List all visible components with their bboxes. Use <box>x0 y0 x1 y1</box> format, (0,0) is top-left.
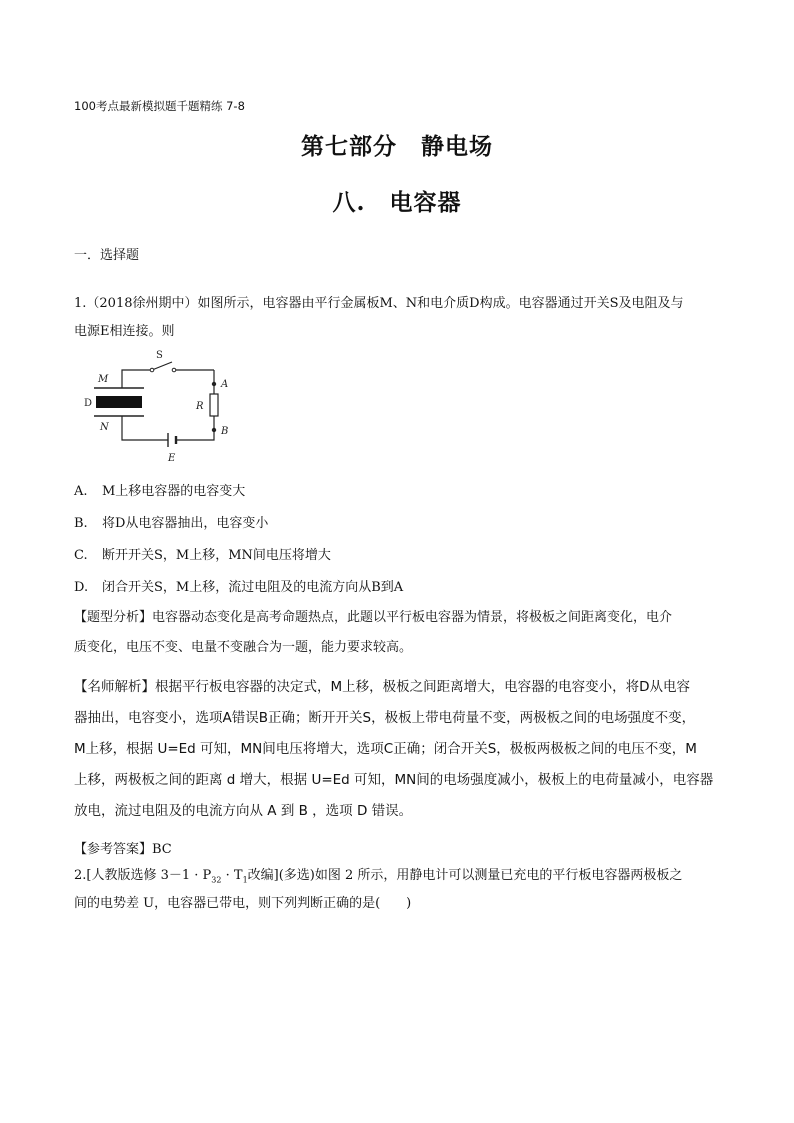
teacher-line4: 上移，两极板之间的距离 d 增大，根据 U=Ed 可知，MN间的电场强度减小，极板上的电荷量减小，电容器 <box>74 772 714 788</box>
option-text: M上移电容器的电容变大 <box>102 484 246 499</box>
q2-mid: · T <box>221 868 243 883</box>
switch-contact-right <box>172 368 176 372</box>
analysis-line1: 【题型分析】电容器动态变化是高考命题热点，此题以平行板电容器为情景，将极板之间距离变化，电介 <box>74 610 673 625</box>
label-n: N <box>100 422 109 433</box>
label-b: B <box>221 426 229 437</box>
teacher-line5: 放电，流过电阻及的电流方向从 A 到 B ，选项 D 错误。 <box>74 803 413 819</box>
label-s: S <box>156 350 163 361</box>
analysis-line2: 质变化，电压不变、电量不变融合为一题，能力要求较高。 <box>74 640 413 655</box>
series-header: 100考点最新模拟题千题精练 7-8 <box>74 99 245 113</box>
teacher-line3: M上移，根据 U=Ed 可知，MN间电压将增大，选项C正确；闭合开关S，极板两极板之间的电压不变，M <box>74 741 697 757</box>
bottom-left-wire <box>122 420 168 440</box>
label-e: E <box>168 453 176 464</box>
option-text: 将D从电容器抽出，电容变小 <box>102 516 269 531</box>
node-b <box>212 428 216 432</box>
section-heading: 一．选择题 <box>74 248 140 263</box>
q2-t-sub: 1 <box>242 875 248 885</box>
resistor <box>210 394 218 416</box>
option-label: B. <box>74 516 88 531</box>
circuit-diagram <box>84 348 244 466</box>
switch-blade <box>152 362 172 370</box>
switch-contact-left <box>150 368 154 372</box>
answer: 【参考答案】BC <box>74 842 172 857</box>
option-a <box>74 480 245 499</box>
q2-pre: 2.[人教版选修 3－1 · P <box>74 868 212 883</box>
q2-post: 改编](多选)如图 2 所示，用静电计可以测量已充电的平行板电容器两极板之 <box>247 868 683 883</box>
option-label: D. <box>74 580 89 595</box>
question2-stem-line1 <box>74 864 682 885</box>
dielectric-d <box>96 396 142 408</box>
teacher-line2: 器抽出，电容变小，选项A错误B正确；断开开关S，极板上带电荷量不变，两极板之间的电场强度不变， <box>74 710 696 726</box>
teacher-line1: 【名师解析】根据平行板电容器的决定式，M上移，极板之间距离增大，电容器的电容变小，将D从电容 <box>74 679 691 695</box>
chapter-title: 八. 电容器 <box>332 189 462 216</box>
label-a: A <box>221 379 229 390</box>
option-label: C. <box>74 548 88 563</box>
option-d <box>74 576 403 595</box>
top-left-wire <box>122 370 152 384</box>
bottom-right-wire <box>176 430 214 440</box>
option-c <box>74 544 331 563</box>
label-r: R <box>196 401 204 412</box>
node-a <box>212 382 216 386</box>
label-d: D <box>84 398 93 409</box>
part-title: 第七部分 静电场 <box>301 133 493 160</box>
label-m: M <box>98 374 109 385</box>
option-label: A. <box>74 484 88 499</box>
question1-stem-line1: 1.（2018徐州期中）如图所示，电容器由平行金属板M、N和电介质D构成。电容器通过开关S及电阻及与 <box>74 296 684 311</box>
option-text: 闭合开关S，M上移，流过电阻及的电流方向从B到A <box>102 580 404 595</box>
question1-stem-line2: 电源E相连接。则 <box>74 324 175 339</box>
option-text: 断开开关S，M上移，MN间电压将增大 <box>102 548 331 563</box>
question2-stem-line2: 间的电势差 U，电容器已带电，则下列判断正确的是( ) <box>74 896 412 911</box>
q2-p-sub: 32 <box>211 875 222 885</box>
option-b <box>74 512 268 531</box>
